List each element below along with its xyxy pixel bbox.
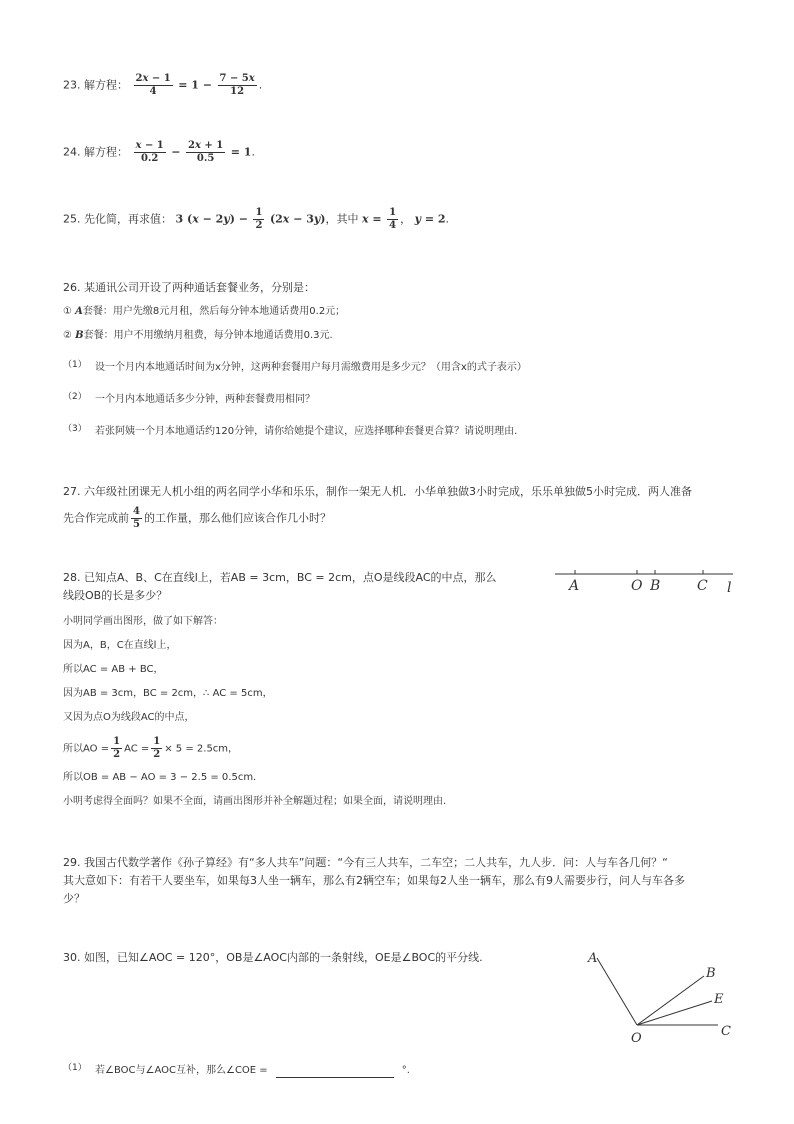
subquestion-26-2: （2） 一个月内本地通话多少分钟，两种套餐费用相同？ [63, 392, 315, 405]
question-label: 解方程： [84, 145, 128, 159]
question-number: 28. [63, 571, 84, 584]
angle-figure [584, 948, 744, 1048]
question-number: 30. [63, 951, 84, 964]
label-c: C [697, 578, 708, 594]
question-text: 某通讯公司开设了两种通话套餐业务，分别是： [84, 281, 315, 294]
ray-oe [637, 1001, 712, 1025]
fraction: $\frac{1}{2}$ [255, 207, 263, 231]
fraction: $\frac{4}{5}$ [133, 506, 140, 530]
line-segment-figure [555, 564, 745, 596]
solution-line: 所以AO = $\frac{1}{2}$ AC = $\frac{1}{2}$ × 5 = 2.5cm， [63, 736, 239, 760]
fraction: $\frac{1}{4}$ [389, 207, 397, 231]
question-number: 27. [63, 485, 84, 498]
question-label: 解方程： [84, 78, 128, 92]
solution-line: 所以OB = AB − AO = 3 − 2.5 = 0.5cm. [63, 772, 257, 783]
question-label: 先化简，再求值： [84, 212, 172, 226]
label-a: A [588, 951, 598, 966]
subquestion-30-1: （1） 若∠BOC与∠AOC互补，那么∠COE = °. [63, 1063, 410, 1076]
question-29-line-3: 少？ [63, 892, 85, 905]
question-28-line-2: 线段OB的长是多少？ [63, 589, 168, 602]
subquestion-26-1: （1） 设一个月内本地通话时间为x分钟，这两种套餐用户每月需缴费用是多少元？（用含x的式子表示） [63, 360, 527, 373]
ray-ob [637, 976, 704, 1025]
ray-oa [597, 958, 637, 1025]
fraction: $\frac{7 - 5x}{12}$ [219, 73, 255, 97]
question-28-line-1: 28. 已知点A、B、C在直线l上，若AB = 3cm，BC = 2cm，点O是线段AC的中点，那么 [63, 571, 497, 584]
question-27: 27. 六年级社团课无人机小组的两名同学小华和乐乐，制作一架无人机．小华单独做3小时完成，乐乐单独做5小时完成．两人准备 [63, 485, 692, 498]
fraction: $\frac{2x + 1}{0.5}$ [188, 140, 224, 164]
subquestion-26-3: （3） 若张阿姨一个月本地通话约120分钟，请你给她提个建议，应选择哪种套餐更合算？请说明理由. [63, 424, 518, 437]
question-25: 25. 先化简，再求值： 3 (x − 2y) − $\frac{1}{2}$ (2x − 3y)，其中 x = $\frac{1}{4}$ ， y = 2. [63, 207, 450, 231]
question-29-line-1: 29. 我国古代数学著作《孙子算经》有“多人共车”问题：“今有三人共车，二车空；二人共车，九人步．问：人与车各几何？“ [63, 856, 668, 869]
question-number: 23. [63, 78, 84, 92]
fraction: $\frac{x - 1}{0.2}$ [135, 140, 164, 164]
question-number: 25. [63, 212, 84, 226]
label-b: B [706, 966, 716, 981]
fraction: $\frac{1}{2}$ [153, 736, 161, 760]
option-a: ① A套餐：用户先缴8元月租，然后每分钟本地通话费用0.2元； [63, 306, 346, 317]
label-c: C [721, 1024, 731, 1039]
fraction: $\frac{1}{2}$ [113, 736, 121, 760]
question-26 [63, 280, 743, 296]
fraction: $\frac{2x - 1}{4}$ [135, 73, 171, 97]
question-23: 23. 解方程： $\frac{2x - 1}{4}$ = 1 − $\frac{7 - 5x}{12}$ . [63, 73, 263, 97]
question-number: 29. [63, 856, 84, 869]
label-a: A [569, 578, 580, 594]
answer-blank[interactable] [276, 1065, 394, 1078]
solution-line: 所以AC = AB + BC， [63, 664, 164, 675]
label-o: O [631, 578, 643, 594]
label-l: l [727, 580, 732, 596]
solution-line: 小明考虑得全面吗？如果不全面，请画出图形并补全解题过程；如果全面，请说明理由. [63, 796, 447, 807]
question-number: 24. [63, 145, 84, 159]
solution-line: 又因为点O为线段AC的中点， [63, 712, 195, 723]
question-24: 24. 解方程： $\frac{x - 1}{0.2}$ − $\frac{2x + 1}{0.5}$ = 1. [63, 140, 255, 164]
question-27-line-2: 先合作完成前 $\frac{4}{5}$ 的工作量，那么他们应该合作几小时？ [63, 506, 331, 530]
solution-line: 因为AB = 3cm，BC = 2cm，∴ AC = 5cm， [63, 688, 273, 699]
label-e: E [714, 992, 724, 1007]
question-29-line-2: 其大意如下：有若干人要坐车，如果每3人坐一辆车，那么有2辆空车；如果每2人坐一辆车，那么有9人需要步行，问人与车各多 [63, 874, 685, 887]
solution-line: 小明同学画出图形，做了如下解答： [63, 616, 223, 627]
label-o: O [631, 1031, 642, 1046]
question-number: 26. [63, 281, 84, 294]
question-30: 30. 如图，已知∠AOC = 120°，OB是∠AOC内部的一条射线，OE是∠BOC的平分线. [63, 951, 483, 964]
label-b: B [650, 578, 661, 594]
option-b: ② B套餐：用户不用缴纳月租费，每分钟本地通话费用0.3元. [63, 330, 333, 341]
solution-line: 因为A，B，C在直线l上， [63, 640, 177, 651]
